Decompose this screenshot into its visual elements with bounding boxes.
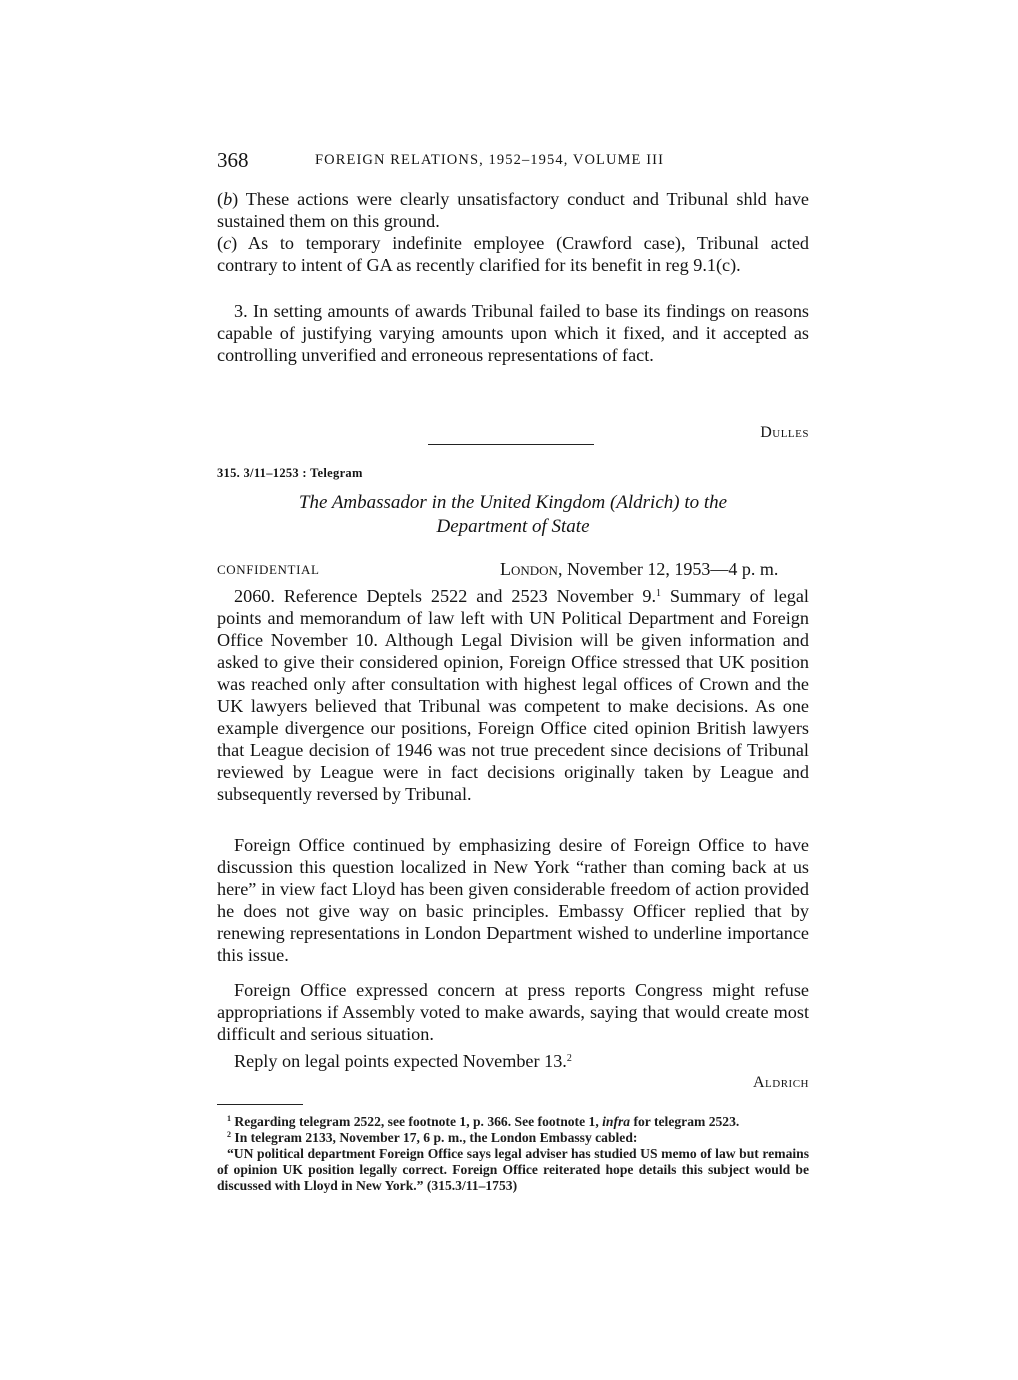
point-c-text: As to temporary indefinite employee (Crawford case), Tribunal acted contrary to intent of GA as recently clarified for its benefit in reg 9.1(c). (217, 233, 809, 275)
telegram-paragraph-4 (217, 1050, 809, 1072)
page-number: 368 (217, 148, 249, 172)
footnote-2-number: 2 (227, 1130, 231, 1140)
footnote-2-text: In telegram 2133, November 17, 6 p. m., the London Embassy cabled: (231, 1130, 638, 1146)
running-title: FOREIGN RELATIONS, 1952–1954, VOLUME III (315, 152, 665, 168)
dateline (500, 559, 778, 580)
document-id: 315. 3/11–1253 : Telegram (217, 466, 363, 480)
footnote-2 (217, 1130, 809, 1146)
signature-dulles: Dulles (760, 424, 809, 441)
footnote-ref-2: 2 (566, 1053, 572, 1064)
footnote-1-italic: infra (602, 1114, 631, 1129)
telegram-paragraph-1 (217, 585, 809, 805)
point-b-label: b (223, 189, 233, 209)
section-divider (428, 444, 594, 445)
signature-aldrich: Aldrich (753, 1074, 809, 1091)
footnotes (217, 1114, 809, 1194)
footnote-2-quote: “UN political department Foreign Office says legal adviser has studied US memo of law but remains of opinion UK position legally correct. Foreign Office reiterated hope details this subject would be discussed with Lloyd in New York.” (315.3/11–1753) (217, 1146, 809, 1194)
dateline-place: London (500, 559, 558, 579)
paragraph-4-text: Reply on legal points expected November 13. (234, 1051, 567, 1071)
continued-points: (b) These actions were clearly unsatisfactory conduct and Tribunal shld have sustained them on this ground. (c) As to temporary indefinite employee (Crawford case), Tribunal acted contrary to intent of GA as recently clarified for its benefit in reg 9.1(c). (217, 189, 809, 275)
dateline-date: , November 12, 1953—4 p. m. (557, 559, 779, 579)
heading-line-1: The Ambassador in the United Kingdom (Aldrich) to the (298, 492, 728, 513)
point-c-label: c (223, 233, 232, 253)
running-head (217, 148, 817, 176)
point-3-paragraph: 3. In setting amounts of awards Tribunal failed to base its findings on reasons capable of justifying varying amounts upon which it fixed, and it accepted as controlling unverified and erroneous representations of fact. (217, 301, 809, 365)
footnote-1-text-a: Regarding telegram 2522, see footnote 1, p. 366. See footnote 1, (231, 1114, 603, 1129)
footnote-ref-1: 1 (656, 588, 662, 599)
footnote-1 (217, 1114, 809, 1130)
classification-label: CONFIDENTIAL (217, 562, 320, 577)
footnote-divider (217, 1104, 303, 1105)
document-heading (217, 491, 809, 539)
heading-line-2: Department of State (436, 516, 590, 537)
telegram-paragraph-2: Foreign Office continued by emphasizing desire of Foreign Office to have discussion this question localized in New York “rather than coming back at us here” in view fact Lloyd has been given considerable freedom of action provided he does not give way on basic principles. Embassy Officer replied that by renewing representations in London Department wished to underline importance this issue. (217, 835, 809, 965)
footnote-1-number: 1 (227, 1114, 231, 1123)
paragraph-1-rest: Summary of legal points and memorandum of law left with UN Political Department and Foreign Office November 10. Although Legal Division will be given information and asked to give their considered opinion, Foreign Office stressed that UK position was reached only after consultation with highest legal offices of Crown and the UK lawyers believed that Tribunal was competent to make decisions. As one example divergence our positions, Foreign Office cited opinion British lawyers that League decision of 1946 was not true precedent since decisions of Tribunal reviewed by League were in fact decisions originally taken by League and subsequently reversed by Tribunal. (217, 586, 809, 804)
telegram-paragraph-3: Foreign Office expressed concern at press reports Congress might refuse appropriations if Assembly voted to make awards, saying that would create most difficult and serious situation. (217, 980, 809, 1044)
point-b-text: These actions were clearly unsatisfactory conduct and Tribunal shld have sustained them on this ground. (217, 189, 809, 231)
paragraph-1-start: 2060. Reference Deptels 2522 and 2523 November 9. (234, 586, 657, 606)
footnote-1-text-b: for telegram 2523. (630, 1114, 740, 1129)
